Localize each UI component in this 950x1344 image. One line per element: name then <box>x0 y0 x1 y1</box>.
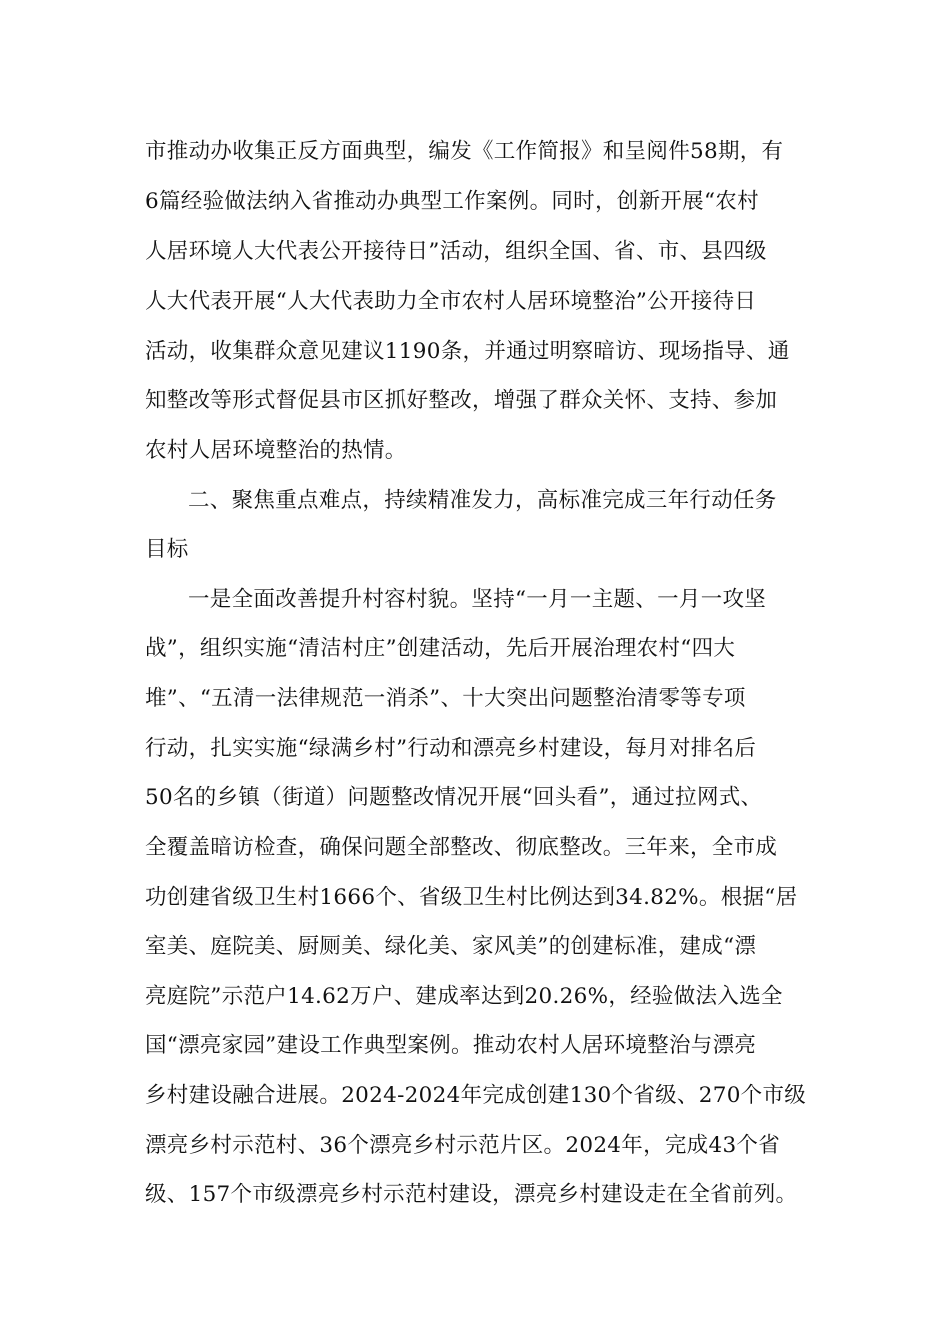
text-line: 亮庭院”示范户14.62万户、建成率达到20.26%，经验做法入选全 <box>145 984 783 1009</box>
section-heading: 二、聚焦重点难点，持续精准发力，高标准完成三年行动任务 <box>188 488 777 513</box>
text-line: 活动，收集群众意见建议1190条，并通过明察暗访、现场指导、通 <box>145 339 790 364</box>
text-line: 知整改等形式督促县市区抓好整改，增强了群众关怀、支持、参加 <box>145 388 778 413</box>
text-line: 级、157个市级漂亮乡村示范村建设，漂亮乡村建设走在全省前列。 <box>145 1182 798 1207</box>
section-heading-continued: 目标 <box>145 537 189 562</box>
text-line: 市推动办收集正反方面典型，编发《工作简报》和呈阅件58期，有 <box>145 139 784 164</box>
text-line: 人大代表开展“人大代表助力全市农村人居环境整治”公开接待日 <box>145 289 757 314</box>
text-line: 农村人居环境整治的热情。 <box>145 438 407 463</box>
text-line: 堆”、“五清一法律规范一消杀”、十大突出问题整治清零等专项 <box>145 686 746 711</box>
text-line: 乡村建设融合进展。2024-2024年完成创建130个省级、270个市级 <box>145 1083 807 1108</box>
text-line: 室美、庭院美、厨厕美、绿化美、家风美”的创建标准，建成“漂 <box>145 934 757 959</box>
text-line: 战”，组织实施“清洁村庄”创建活动，先后开展治理农村“四大 <box>145 636 736 661</box>
text-line: 一是全面改善提升村容村貌。坚持“一月一主题、一月一攻坚 <box>188 587 767 612</box>
text-line: 行动，扎实实施“绿满乡村”行动和漂亮乡村建设，每月对排名后 <box>145 736 757 761</box>
text-line: 全覆盖暗访检查，确保问题全部整改、彻底整改。三年来，全市成 <box>145 835 778 860</box>
text-line: 6篇经验做法纳入省推动办典型工作案例。同时，创新开展“农村 <box>145 189 759 214</box>
text-line: 漂亮乡村示范村、36个漂亮乡村示范片区。2024年，完成43个省 <box>145 1133 781 1158</box>
text-line: 人居环境人大代表公开接待日”活动，组织全国、省、市、县四级 <box>145 239 767 264</box>
text-line: 功创建省级卫生村1666个、省级卫生村比例达到34.82%。根据“居 <box>145 885 798 910</box>
text-line: 50名的乡镇（街道）问题整改情况开展“回头看”，通过拉网式、 <box>145 785 763 810</box>
text-line: 国“漂亮家园”建设工作典型案例。推动农村人居环境整治与漂亮 <box>145 1033 757 1058</box>
